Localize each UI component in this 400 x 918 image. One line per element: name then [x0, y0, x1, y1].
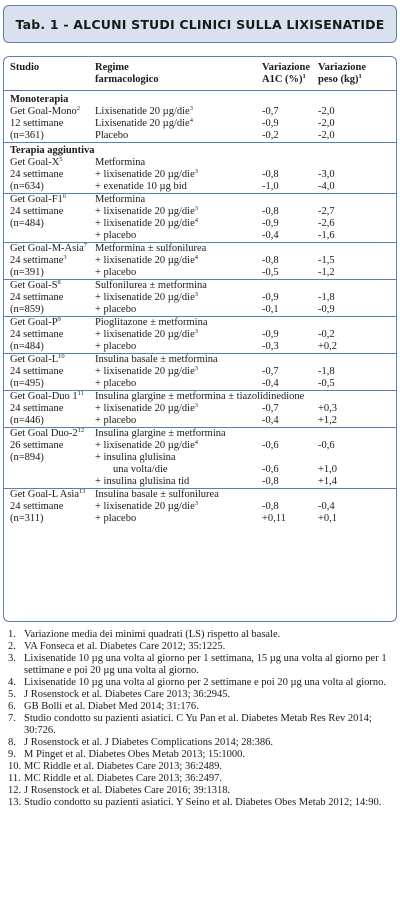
table-row: Get Goal-$F1^6$ Metformina	[4, 194, 396, 207]
studies-table	[3, 56, 397, 622]
table-row: (n=361) Placebo -0,2 -2,0	[10, 130, 335, 141]
table-row: 24 settimane + lixisenatide 20 µg/die$^3$ -0,8 -0,4	[10, 500, 335, 512]
studies-table-grid	[4, 57, 396, 525]
footnote: 2. VA Fonseca et al. Diabetes Care 2012; 35:1225.	[8, 641, 226, 652]
table-row: (n=311) + placebo +0,11 +0,1	[10, 513, 338, 524]
footnote: 6. GB Bolli et al. Diabet Med 2014; 31:176.	[8, 701, 199, 712]
table-row: + placebo -0,4 -1,6	[95, 230, 335, 241]
table-row: Get Goal-$P^9$ Pioglitazone ± metformina	[4, 317, 396, 330]
table-row: Get Goal-M-Asia$^7$ Metformina ± sulfonilurea	[4, 243, 396, 256]
footnote: 13. Studio condotto su pazienti asiatici. Y Seino et al. Diabetes Obes Metab 2012; 14:90.	[8, 797, 382, 808]
table-row: Get Goal-$X^5$ Metformina	[10, 156, 146, 168]
table-row: + insulina glulisina tid -0,8 +1,4	[95, 476, 338, 487]
footnote: 3. Lixisenatide 10 µg una volta al giorno per 1 settimana, 15 µg una volta al giorno per 1 settimane e poi 20 µg una volta al giorno.	[8, 653, 387, 676]
table-row: 24 settimane$^3$ + lixisenatide 20 µg/die$^4$ -0,8 -1,5	[10, 254, 335, 266]
table-title-text: Tab. 1 - ALCUNI STUDI CLINICI SULLA LIXISENATIDE	[15, 16, 385, 32]
footnote: 5. J Rosenstock et al. Diabetes Care 2013; 36:2945.	[8, 689, 231, 700]
table-row: (n=446) + placebo -0,4 +1,2	[10, 415, 338, 426]
table-row: 24 settimane + lixisenatide 20 µg/die$^3$ -0,7 -1,8	[10, 365, 335, 377]
table-row: (n=495) + placebo -0,4 -0,5	[10, 378, 335, 389]
table-row: 24 settimane + lixisenatide 20 µg/die$^3$ -0,8 -3,0	[10, 168, 335, 180]
table-row: Get Goal-Duo $1^{11}$ Insulina glargine ± metformina ± tiazolidinedione	[4, 391, 396, 404]
footnote: 9. M Pinget et al. Diabetes Obes Metab 2013; 15:1000.	[8, 749, 246, 760]
table-row: (n=894) + insulina glulisina	[10, 452, 176, 463]
footnote: 7. Studio condotto su pazienti asiatici. C Yu Pan et al. Diabetes Metab Res Rev 2014; 30:726.	[8, 713, 372, 736]
header-a1c: Variazione A1C (%)$^1$	[262, 62, 311, 85]
footnote: 4. Lixisenatide 10 µg una volta al giorno per 2 settimane e poi 20 µg una volta al giorno.	[8, 677, 387, 688]
table-row: (n=859) + placebo -0,1 -0,9	[10, 304, 335, 315]
section-terapia-aggiuntiva: Terapia aggiuntiva	[4, 143, 396, 158]
table-row: (n=634) + exenatide 10 µg bid -1,0 -4,0	[10, 181, 335, 192]
table-row: 12 settimane Lixisenatide 20 µg/die$^4$ -0,9 -2,0	[10, 117, 335, 129]
table-row: (n=484) + placebo -0,3 +0,2	[10, 341, 338, 352]
table-row: Get Goal-Mono$^2$ Lixisenatide 20 µg/die$^3$ -0,7 -2,0	[10, 105, 335, 117]
table-row: 24 settimane + lixisenatide 20 µg/die$^3$ -0,8 -2,7	[10, 205, 335, 217]
table-row: 24 settimane + lixisenatide 20 µg/die$^3$ -0,9 -1,8	[10, 291, 335, 303]
table-title	[3, 5, 397, 43]
table-row: 26 settimane + lixisenatide 20 µg/die$^4$ -0,6 -0,6	[10, 439, 335, 451]
table-header	[4, 57, 396, 91]
footnote: 12. J Rosenstock et al. Diabetes Care 2016; 39:1318.	[8, 785, 231, 796]
header-studio: Studio	[10, 62, 40, 73]
header-peso: Variazione peso (kg)$^1$	[318, 62, 367, 85]
table-row: Get Goal-$S^8$ Sulfonilurea ± metformina	[4, 280, 396, 293]
footnote: 10. MC Riddle et al. Diabetes Care 2013; 36:2489.	[8, 761, 223, 772]
footnote: 8. J Rosenstock et al. J Diabetes Complications 2014; 28:386.	[8, 737, 274, 748]
table-row: 24 settimane + lixisenatide 20 µg/die$^3$ -0,9 -0,2	[10, 328, 335, 340]
table-row: Get Goal Duo-$2^{12}$ Insulina glargine ± metformina	[4, 428, 396, 441]
footnote: 11. MC Riddle et al. Diabetes Care 2013; 36:2497.	[8, 773, 223, 784]
header-regime: Regime farmacologico	[95, 62, 159, 85]
footnotes	[8, 629, 392, 809]
table-row: Get Goal-L Asia$^{13}$ Insulina basale ± sulfonilurea	[4, 489, 396, 502]
footnote: 1. Variazione media dei minimi quadrati (LS) rispetto al basale.	[8, 629, 281, 640]
table-row: una volta/die -0,6 +1,0	[113, 464, 338, 475]
section-monoterapia: Monoterapia	[10, 94, 69, 105]
table-row: (n=484) + lixisenatide 20 µg/die$^4$ -0,9 -2,6	[10, 217, 335, 229]
table-row: Get Goal-$L^{10}$ Insulina basale ± metformina	[4, 354, 396, 367]
table-row: 24 settimane + lixisenatide 20 µg/die$^3$ -0,7 +0,3	[10, 402, 338, 414]
table-row: (n=391) + placebo -0,5 -1,2	[10, 267, 335, 278]
